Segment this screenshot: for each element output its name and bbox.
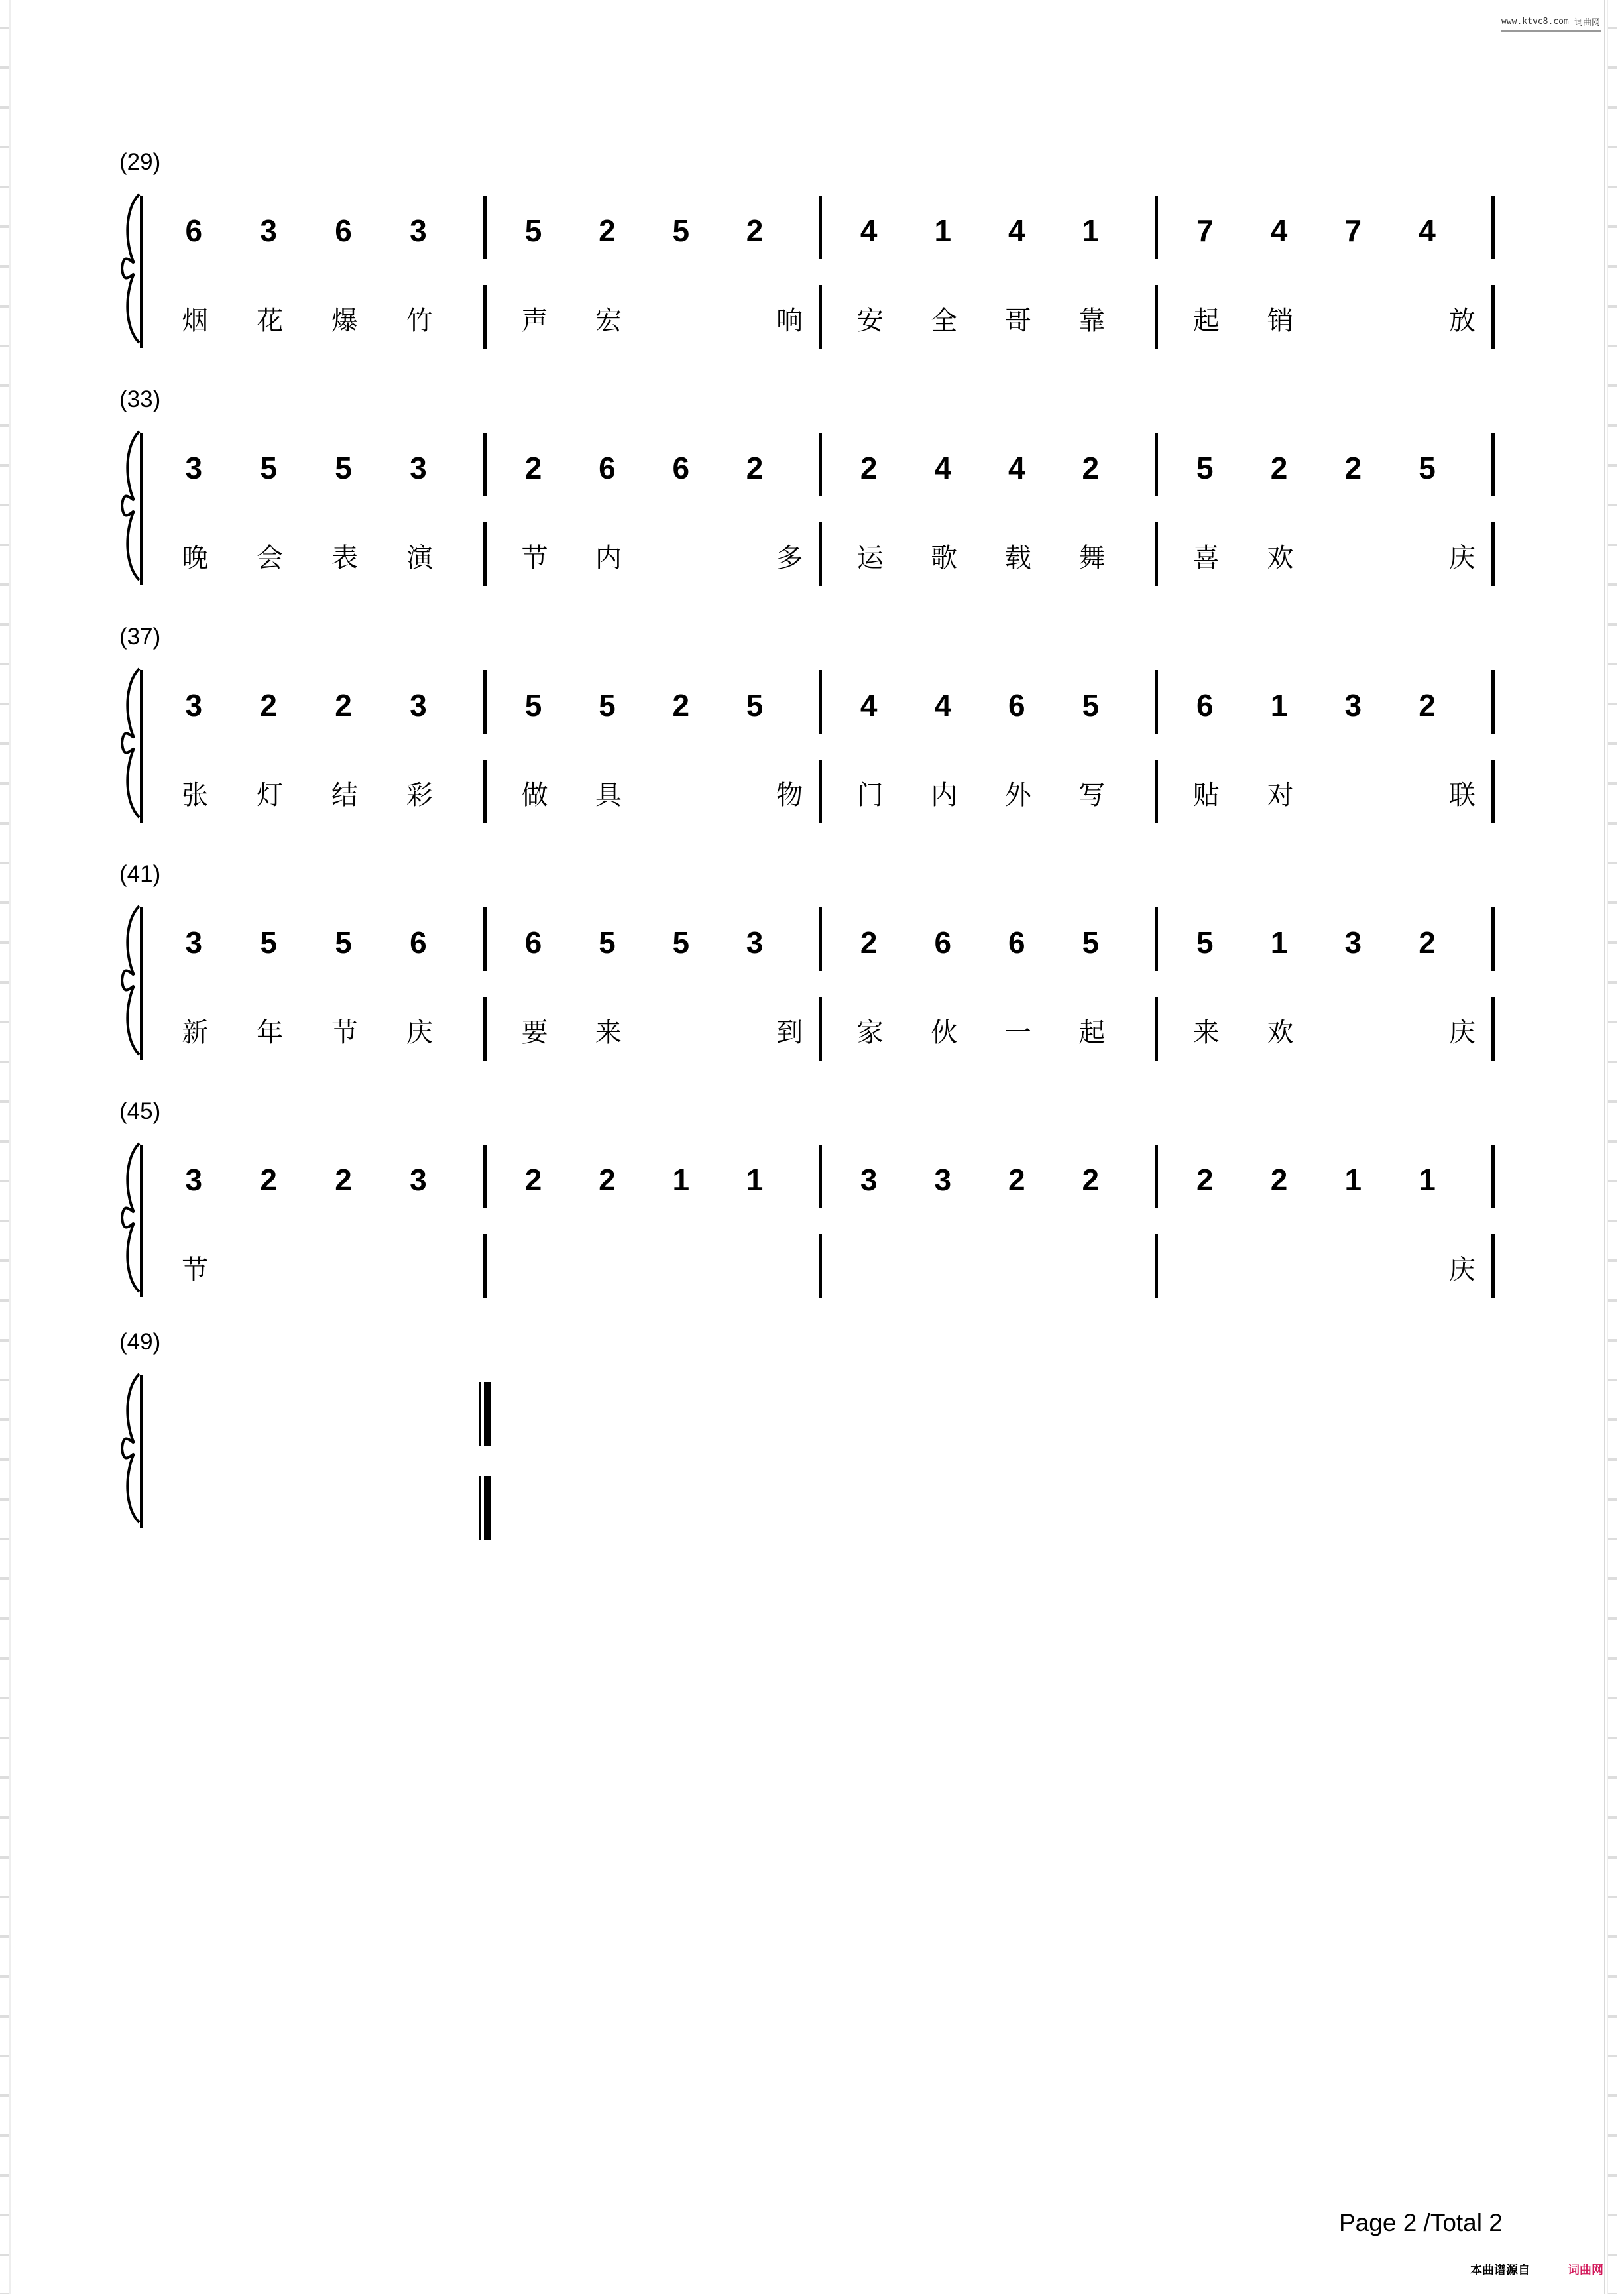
lyric-syllable: 一 [1004, 1017, 1031, 1048]
note-digit: 2 [1419, 925, 1436, 960]
lyric-syllable: 哥 [1004, 306, 1031, 336]
barline-notes [1491, 196, 1495, 259]
lyric-syllable: 庆 [1448, 543, 1476, 573]
note-digit: 2 [335, 688, 352, 722]
lyric-syllable: 年 [257, 1017, 284, 1048]
note-digit: 2 [860, 925, 878, 960]
note-digit: 2 [524, 1163, 542, 1197]
note-digit: 4 [860, 688, 878, 722]
lyric-syllable: 节 [331, 1017, 359, 1048]
lyric-syllable: 放 [1448, 306, 1476, 336]
note-digit: 1 [672, 1163, 690, 1197]
note-digit: 3 [410, 451, 427, 485]
note-digit: 3 [410, 688, 427, 722]
lyric-syllable: 起 [1192, 306, 1220, 336]
lyric-syllable: 响 [776, 306, 803, 336]
note-digit: 4 [934, 451, 952, 485]
lyric-syllable: 花 [257, 306, 284, 336]
lyric-syllable: 爆 [331, 306, 359, 336]
lyric-syllable: 表 [331, 543, 359, 573]
note-digit: 4 [1270, 213, 1288, 248]
lyric-syllable: 做 [521, 780, 548, 811]
lyric-syllable: 庆 [406, 1017, 433, 1048]
note-digit: 7 [1344, 213, 1362, 248]
measure-number: (29) [119, 149, 161, 175]
barline-lyrics [1491, 522, 1495, 586]
score-system [0, 624, 1624, 836]
note-digit: 2 [1196, 1163, 1214, 1197]
barline-lyrics [483, 1234, 487, 1298]
lyric-syllable: 欢 [1267, 1017, 1294, 1048]
barline-lyrics [1155, 997, 1158, 1061]
barline-notes [483, 907, 487, 971]
measure-number: (33) [119, 386, 161, 412]
barline-lyrics [483, 285, 487, 349]
note-digit: 5 [1196, 925, 1214, 960]
note-digit: 6 [410, 925, 427, 960]
system-line [140, 1145, 143, 1297]
barline-notes [819, 907, 822, 971]
lyric-syllable: 演 [406, 543, 433, 573]
measure-number: (49) [119, 1329, 161, 1355]
lyric-syllable: 家 [856, 1017, 884, 1048]
note-digit: 3 [1344, 925, 1362, 960]
barline-lyrics [1491, 997, 1495, 1061]
system-line [140, 907, 143, 1060]
barline-notes [1155, 907, 1158, 971]
lyric-syllable: 写 [1078, 780, 1106, 811]
note-digit: 2 [335, 1163, 352, 1197]
barline-notes [1155, 433, 1158, 496]
note-digit: 3 [934, 1163, 952, 1197]
note-digit: 3 [410, 213, 427, 248]
source-label: 本曲谱源自 [1470, 2264, 1530, 2277]
barline-lyrics [819, 1234, 822, 1298]
barline-lyrics [483, 522, 487, 586]
note-digit: 5 [524, 688, 542, 722]
barline-lyrics [1155, 522, 1158, 586]
note-digit: 3 [1344, 688, 1362, 722]
lyric-syllable: 晚 [182, 543, 209, 573]
barline-lyrics [1155, 760, 1158, 823]
note-digit: 1 [1082, 213, 1100, 248]
note-digit: 6 [524, 925, 542, 960]
lyric-syllable: 要 [521, 1017, 548, 1048]
lyric-syllable: 具 [595, 780, 622, 811]
note-digit: 6 [599, 451, 616, 485]
note-digit: 5 [1082, 688, 1100, 722]
note-digit: 2 [1419, 688, 1436, 722]
note-digit: 1 [1419, 1163, 1436, 1197]
lyric-syllable: 外 [1004, 780, 1031, 811]
note-digit: 6 [185, 213, 203, 248]
note-digit: 1 [1344, 1163, 1362, 1197]
lyric-syllable: 内 [595, 543, 622, 573]
final-system [0, 1329, 1624, 1541]
barline-notes [1155, 670, 1158, 734]
barline-lyrics [1491, 1234, 1495, 1298]
lyric-syllable: 节 [521, 543, 548, 573]
note-digit: 3 [185, 688, 203, 722]
barline-notes [1491, 907, 1495, 971]
note-digit: 2 [746, 213, 764, 248]
note-digit: 2 [1008, 1163, 1025, 1197]
note-digit: 5 [260, 925, 277, 960]
note-digit: 2 [524, 451, 542, 485]
note-digit: 3 [260, 213, 277, 248]
page-indicator: Page 2 /Total 2 [1339, 2209, 1503, 2236]
barline-lyrics [819, 285, 822, 349]
score-system [0, 386, 1624, 599]
system-line [140, 1375, 143, 1528]
note-digit: 6 [934, 925, 952, 960]
note-digit: 5 [1196, 451, 1214, 485]
lyric-syllable: 靠 [1078, 306, 1106, 336]
note-digit: 2 [260, 1163, 277, 1197]
lyric-syllable: 内 [931, 780, 958, 811]
header-site-name: 词曲网 [1574, 18, 1601, 28]
note-digit: 5 [1082, 925, 1100, 960]
lyric-syllable: 来 [595, 1017, 622, 1048]
note-digit: 2 [746, 451, 764, 485]
note-digit: 4 [1419, 213, 1436, 248]
lyric-syllable: 到 [776, 1017, 803, 1048]
note-digit: 2 [260, 688, 277, 722]
barline-notes [1491, 1145, 1495, 1208]
lyric-syllable: 节 [182, 1255, 209, 1285]
site-logo: 词曲网 [1568, 2264, 1603, 2277]
note-digit: 5 [672, 925, 690, 960]
note-digit: 4 [1008, 451, 1025, 485]
note-digit: 5 [599, 688, 616, 722]
system-line [140, 196, 143, 348]
barline-notes [483, 1145, 487, 1208]
note-digit: 2 [599, 213, 616, 248]
note-digit: 2 [1082, 451, 1100, 485]
lyric-syllable: 宏 [595, 306, 622, 336]
note-digit: 6 [335, 213, 352, 248]
lyric-syllable: 彩 [406, 780, 433, 811]
note-digit: 6 [1008, 925, 1025, 960]
note-digit: 3 [185, 925, 203, 960]
note-digit: 4 [860, 213, 878, 248]
note-digit: 3 [185, 451, 203, 485]
barline-lyrics [819, 522, 822, 586]
lyric-syllable: 联 [1448, 780, 1476, 811]
lyric-syllable: 多 [776, 543, 803, 573]
note-digit: 4 [1008, 213, 1025, 248]
lyric-syllable: 销 [1267, 306, 1294, 336]
lyric-syllable: 会 [257, 543, 284, 573]
lyric-syllable: 贴 [1192, 780, 1220, 811]
lyric-syllable: 起 [1078, 1017, 1106, 1048]
note-digit: 1 [1270, 688, 1288, 722]
measure-number: (45) [119, 1098, 161, 1124]
note-digit: 7 [1196, 213, 1214, 248]
measure-number: (41) [119, 861, 161, 887]
lyric-syllable: 来 [1192, 1017, 1220, 1048]
lyric-syllable: 伙 [931, 1017, 958, 1048]
note-digit: 1 [934, 213, 952, 248]
final-barline-bottom-thick [484, 1476, 491, 1540]
barline-notes [1491, 433, 1495, 496]
barline-notes [1491, 670, 1495, 734]
final-barline-top-thin [479, 1382, 481, 1446]
note-digit: 6 [1196, 688, 1214, 722]
lyric-syllable: 张 [182, 780, 209, 811]
lyric-syllable: 声 [521, 306, 548, 336]
lyric-syllable: 灯 [257, 780, 284, 811]
lyric-syllable: 运 [856, 543, 884, 573]
lyric-syllable: 对 [1267, 780, 1294, 811]
lyric-syllable: 庆 [1448, 1017, 1476, 1048]
barline-notes [819, 670, 822, 734]
measure-number: (37) [119, 624, 161, 650]
lyric-syllable: 竹 [406, 306, 433, 336]
score-system [0, 149, 1624, 361]
note-digit: 1 [746, 1163, 764, 1197]
note-digit: 2 [1082, 1163, 1100, 1197]
lyric-syllable: 烟 [182, 306, 209, 336]
lyric-syllable: 庆 [1448, 1255, 1476, 1285]
header-rule [1501, 30, 1601, 32]
barline-notes [819, 196, 822, 259]
note-digit: 1 [1270, 925, 1288, 960]
system-line [140, 670, 143, 823]
note-digit: 5 [335, 925, 352, 960]
final-barline-bottom-thin [479, 1476, 481, 1540]
note-digit: 6 [1008, 688, 1025, 722]
barline-notes [483, 433, 487, 496]
header-url: www.ktvc8.com [1501, 17, 1569, 27]
note-digit: 3 [860, 1163, 878, 1197]
barline-lyrics [819, 997, 822, 1061]
barline-lyrics [483, 760, 487, 823]
lyric-syllable: 门 [856, 780, 884, 811]
lyric-syllable: 结 [331, 780, 359, 811]
score-system [0, 1098, 1624, 1310]
lyric-syllable: 喜 [1192, 543, 1220, 573]
system-line [140, 433, 143, 585]
note-digit: 2 [1270, 1163, 1288, 1197]
final-barline-top-thick [484, 1382, 491, 1446]
barline-lyrics [1491, 760, 1495, 823]
lyric-syllable: 歌 [931, 543, 958, 573]
barline-lyrics [819, 760, 822, 823]
barline-notes [819, 433, 822, 496]
note-digit: 5 [1419, 451, 1436, 485]
lyric-syllable: 新 [182, 1017, 209, 1048]
note-digit: 5 [335, 451, 352, 485]
lyric-syllable: 安 [856, 306, 884, 336]
note-digit: 2 [1270, 451, 1288, 485]
note-digit: 5 [599, 925, 616, 960]
lyric-syllable: 欢 [1267, 543, 1294, 573]
note-digit: 5 [524, 213, 542, 248]
note-digit: 3 [185, 1163, 203, 1197]
note-digit: 6 [672, 451, 690, 485]
barline-lyrics [1155, 1234, 1158, 1298]
note-digit: 5 [746, 688, 764, 722]
note-digit: 5 [672, 213, 690, 248]
barline-notes [1155, 1145, 1158, 1208]
lyric-syllable: 舞 [1078, 543, 1106, 573]
note-digit: 2 [599, 1163, 616, 1197]
score-system [0, 861, 1624, 1073]
lyric-syllable: 物 [776, 780, 803, 811]
note-digit: 2 [1344, 451, 1362, 485]
barline-lyrics [1155, 285, 1158, 349]
barline-lyrics [483, 997, 487, 1061]
barline-notes [483, 196, 487, 259]
note-digit: 3 [746, 925, 764, 960]
barline-notes [483, 670, 487, 734]
barline-notes [819, 1145, 822, 1208]
note-digit: 2 [672, 688, 690, 722]
note-digit: 4 [934, 688, 952, 722]
note-digit: 2 [860, 451, 878, 485]
barline-lyrics [1491, 285, 1495, 349]
lyric-syllable: 全 [931, 306, 958, 336]
barline-notes [1155, 196, 1158, 259]
note-digit: 3 [410, 1163, 427, 1197]
lyric-syllable: 载 [1004, 543, 1031, 573]
note-digit: 5 [260, 451, 277, 485]
